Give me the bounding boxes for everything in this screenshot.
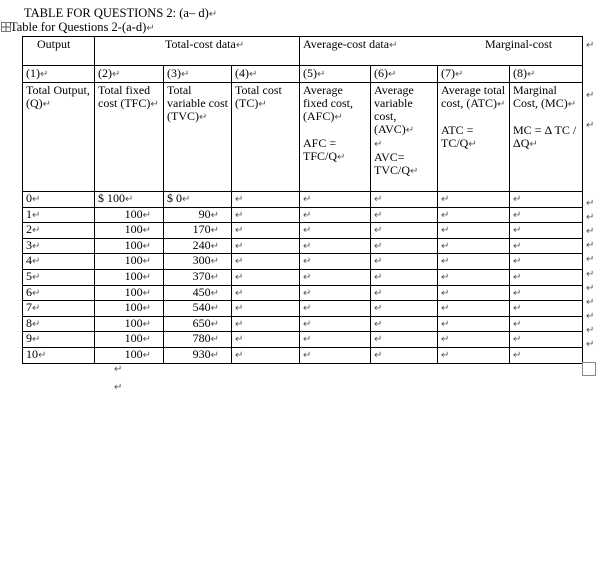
column-number: (1)↵ <box>23 66 95 83</box>
row-end-mark: ↵ <box>586 254 595 266</box>
row-end-mark: ↵ <box>586 268 595 280</box>
empty-cell[interactable]: ↵ <box>371 192 438 208</box>
empty-cell[interactable]: ↵ <box>300 223 371 239</box>
empty-cell[interactable]: ↵ <box>510 285 583 301</box>
empty-cell[interactable]: ↵ <box>371 223 438 239</box>
group-header-average-cost: Average-cost data <box>303 37 390 51</box>
empty-cell[interactable]: ↵ <box>510 223 583 239</box>
empty-cell[interactable]: ↵ <box>232 347 300 363</box>
cell-total-fixed-cost: $ 100↵ <box>95 192 164 208</box>
cell-output: 10↵ <box>23 347 95 363</box>
empty-cell[interactable]: ↵ <box>300 192 371 208</box>
empty-cell[interactable]: ↵ <box>371 332 438 348</box>
spacer-mark: ↵ <box>374 139 383 150</box>
empty-cell[interactable]: ↵ <box>438 269 510 285</box>
table-row <box>23 347 583 363</box>
cell-output: 1↵ <box>23 207 95 223</box>
empty-cell[interactable]: ↵ <box>510 332 583 348</box>
empty-cell[interactable]: ↵ <box>300 269 371 285</box>
empty-cell[interactable]: ↵ <box>232 269 300 285</box>
empty-cell[interactable]: ↵ <box>510 316 583 332</box>
empty-cell[interactable]: ↵ <box>371 269 438 285</box>
row-end-mark: ↵ <box>586 240 595 252</box>
row-end-mark: ↵ <box>586 90 595 101</box>
cell-total-fixed-cost: 100↵ <box>95 254 164 270</box>
empty-cell[interactable]: ↵ <box>371 207 438 223</box>
cell-output: 2↵ <box>23 223 95 239</box>
table-resize-handle[interactable] <box>582 362 596 376</box>
cell-total-variable-cost: 170↵ <box>164 223 232 239</box>
cell-total-fixed-cost: 100↵ <box>95 332 164 348</box>
empty-cell[interactable]: ↵ <box>510 347 583 363</box>
column-header-average-fixed-cost: Average fixed cost, (AFC)↵ AFC = TFC/Q↵ <box>300 83 371 192</box>
empty-cell[interactable]: ↵ <box>232 301 300 317</box>
empty-cell[interactable]: ↵ <box>510 254 583 270</box>
empty-cell[interactable]: ↵ <box>232 285 300 301</box>
document-heading: TABLE FOR QUESTIONS 2: (a– d)↵ <box>24 6 218 20</box>
table-row <box>23 332 583 348</box>
cell-total-variable-cost: 370↵ <box>164 269 232 285</box>
cell-total-fixed-cost: 100↵ <box>95 347 164 363</box>
cell-total-variable-cost: $ 0↵ <box>164 192 232 208</box>
column-number: (7)↵ <box>438 66 510 83</box>
row-end-mark: ↵ <box>586 198 595 209</box>
empty-cell[interactable]: ↵ <box>300 238 371 254</box>
cell-total-fixed-cost: 100↵ <box>95 301 164 317</box>
empty-cell[interactable]: ↵ <box>232 316 300 332</box>
empty-cell[interactable]: ↵ <box>371 254 438 270</box>
empty-cell[interactable]: ↵ <box>232 192 300 208</box>
cell-total-fixed-cost: 100↵ <box>95 223 164 239</box>
group-header-total-cost: Total-cost data↵ <box>95 37 300 66</box>
cell-output: 8↵ <box>23 316 95 332</box>
column-header-total-fixed-cost: Total fixed cost (TFC)↵ <box>95 83 164 192</box>
column-number: (8)↵ <box>510 66 583 83</box>
table-row <box>23 316 583 332</box>
column-header-average-total-cost: Average total cost, (ATC)↵ ATC = TC/Q↵ <box>438 83 510 192</box>
cell-output: 0↵ <box>23 192 95 208</box>
empty-cell[interactable]: ↵ <box>438 332 510 348</box>
cell-output: 6↵ <box>23 285 95 301</box>
row-end-mark: ↵ <box>586 120 595 131</box>
table-row <box>23 238 583 254</box>
empty-cell[interactable]: ↵ <box>438 223 510 239</box>
empty-cell[interactable]: ↵ <box>438 238 510 254</box>
table-caption: Table for Questions 2-(a-d)↵ <box>10 20 155 34</box>
column-number: (5)↵ <box>300 66 371 83</box>
empty-cell[interactable]: ↵ <box>438 285 510 301</box>
empty-cell[interactable]: ↵ <box>510 269 583 285</box>
paragraph-mark: ↵ <box>114 382 123 393</box>
empty-cell[interactable]: ↵ <box>300 316 371 332</box>
empty-cell[interactable]: ↵ <box>510 192 583 208</box>
empty-cell[interactable]: ↵ <box>371 285 438 301</box>
column-header-total-variable-cost: Total variable cost (TVC)↵ <box>164 83 232 192</box>
empty-cell[interactable]: ↵ <box>438 192 510 208</box>
cell-total-fixed-cost: 100↵ <box>95 316 164 332</box>
empty-cell[interactable]: ↵ <box>438 347 510 363</box>
cost-table <box>22 36 583 364</box>
paragraph-mark: ↵ <box>114 364 123 375</box>
cell-total-fixed-cost: 100↵ <box>95 285 164 301</box>
cell-total-variable-cost: 450↵ <box>164 285 232 301</box>
empty-cell[interactable]: ↵ <box>300 254 371 270</box>
table-row <box>23 269 583 285</box>
empty-cell[interactable]: ↵ <box>300 301 371 317</box>
cell-output: 4↵ <box>23 254 95 270</box>
column-number: (3)↵ <box>164 66 232 83</box>
column-description-row <box>23 83 583 192</box>
row-end-mark: ↵ <box>586 212 595 224</box>
cell-output: 5↵ <box>23 269 95 285</box>
formula-afc: AFC = TFC/Q↵ <box>303 136 346 163</box>
cell-total-variable-cost: 780↵ <box>164 332 232 348</box>
empty-cell[interactable]: ↵ <box>438 316 510 332</box>
row-end-mark: ↵ <box>586 282 595 294</box>
empty-cell[interactable]: ↵ <box>371 316 438 332</box>
empty-cell[interactable]: ↵ <box>371 301 438 317</box>
column-number-row <box>23 66 583 83</box>
row-end-mark: ↵ <box>586 339 595 350</box>
cell-total-variable-cost: 540↵ <box>164 301 232 317</box>
column-header-total-cost: Total cost (TC)↵ <box>232 83 300 192</box>
empty-cell[interactable]: ↵ <box>232 254 300 270</box>
empty-cell[interactable]: ↵ <box>438 254 510 270</box>
group-header-marginal-cost: Marginal-cost <box>485 37 553 51</box>
empty-cell[interactable]: ↵ <box>510 238 583 254</box>
empty-cell[interactable]: ↵ <box>510 207 583 223</box>
cell-total-fixed-cost: 100↵ <box>95 207 164 223</box>
empty-cell[interactable]: ↵ <box>371 238 438 254</box>
row-end-mark: ↵ <box>586 226 595 238</box>
row-end-mark: ↵ <box>586 296 595 308</box>
table-row <box>23 285 583 301</box>
empty-cell[interactable]: ↵ <box>300 207 371 223</box>
formula-avc: AVC= TVC/Q↵ <box>374 150 419 177</box>
empty-cell[interactable]: ↵ <box>232 332 300 348</box>
column-header-average-variable-cost: Average variable cost, (AVC)↵ ↵ AVC= TVC/Q↵ <box>371 83 438 192</box>
formula-mc: MC = Δ TC / ΔQ↵ <box>513 123 577 150</box>
cell-total-variable-cost: 90↵ <box>164 207 232 223</box>
empty-cell[interactable]: ↵ <box>300 285 371 301</box>
empty-cell[interactable]: ↵ <box>300 347 371 363</box>
empty-cell[interactable]: ↵ <box>510 301 583 317</box>
empty-cell[interactable]: ↵ <box>232 223 300 239</box>
cell-total-fixed-cost: 100↵ <box>95 238 164 254</box>
group-header-output: Output <box>23 37 95 66</box>
empty-cell[interactable]: ↵ <box>232 207 300 223</box>
cell-total-variable-cost: 240↵ <box>164 238 232 254</box>
row-end-mark: ↵ <box>586 310 595 322</box>
column-number: (2)↵ <box>95 66 164 83</box>
empty-cell[interactable]: ↵ <box>438 301 510 317</box>
empty-cell[interactable]: ↵ <box>232 238 300 254</box>
table-row <box>23 223 583 239</box>
table-row <box>23 192 583 208</box>
empty-cell[interactable]: ↵ <box>300 332 371 348</box>
column-header-total-output: Total Output, (Q)↵ <box>23 83 95 192</box>
column-number: (6)↵ <box>371 66 438 83</box>
column-header-marginal-cost: Marginal Cost, (MC)↵ MC = Δ TC / ΔQ↵ <box>510 83 583 192</box>
empty-cell[interactable]: ↵ <box>438 207 510 223</box>
table-body <box>23 192 583 364</box>
group-header-row <box>23 37 583 66</box>
empty-cell[interactable]: ↵ <box>371 347 438 363</box>
table-row <box>23 301 583 317</box>
formula-atc: ATC = TC/Q↵ <box>441 123 477 150</box>
cell-total-variable-cost: 300↵ <box>164 254 232 270</box>
cell-output: 3↵ <box>23 238 95 254</box>
cell-output: 9↵ <box>23 332 95 348</box>
group-header-average-and-marginal: Average-cost data↵ Marginal-cost <box>300 37 583 66</box>
cell-total-variable-cost: 930↵ <box>164 347 232 363</box>
row-end-mark: ↵ <box>586 324 595 336</box>
table-row <box>23 254 583 270</box>
row-end-mark: ↵ <box>586 40 595 51</box>
column-number: (4)↵ <box>232 66 300 83</box>
cell-output: 7↵ <box>23 301 95 317</box>
cell-total-variable-cost: 650↵ <box>164 316 232 332</box>
cell-total-fixed-cost: 100↵ <box>95 269 164 285</box>
table-row <box>23 207 583 223</box>
